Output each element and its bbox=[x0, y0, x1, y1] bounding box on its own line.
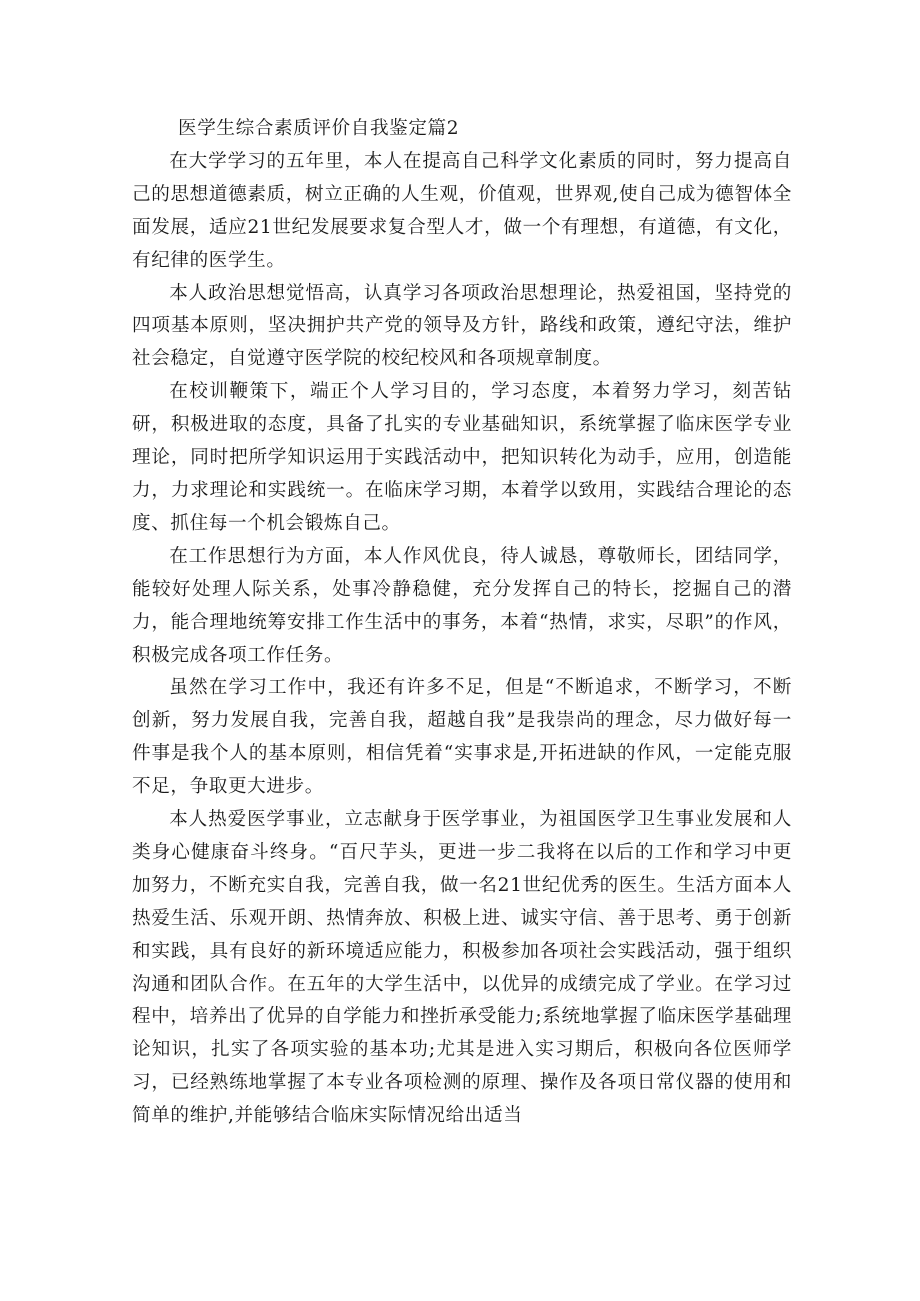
paragraph-political-thought: 本人政治思想觉悟高，认真学习各项政治思想理论，热爱祖国，坚持党的四项基本原则，坚决拥护共产党的领导及方针，路线和政策，遵纪守法，维护社会稳定，自觉遵守医学院的校纪校风和各项规章制度。 bbox=[132, 282, 792, 370]
paragraph-work-conduct: 在工作思想行为方面，本人作风优良，待人诚恳，尊敬师长，团结同学，能较好处理人际关系，处事冷静稳健，充分发挥自己的特长，挖掘自己的潜力，能合理地统筹安排工作生活中的事务，本着“热情，求实，尽职”的作风，积极完成各项工作任务。 bbox=[132, 545, 792, 666]
paragraph-learning-attitude: 在校训鞭策下，端正个人学习目的，学习态度，本着努力学习，刻苦钻研，积极进取的态度，具备了扎实的专业基础知识，系统掌握了临床医学专业理论，同时把所学知识运用于实践活动中，把知识转化为动手，应用，创造能力，力求理论和实践统一。在临床学习期，本着学以致用，实践结合理论的态度、抓住每一个机会锻炼自己。 bbox=[132, 381, 792, 534]
document-body bbox=[132, 113, 792, 1133]
paragraph-study-summary: 在大学学习的五年里，本人在提高自己科学文化素质的同时，努力提高自己的思想道德素质，树立正确的人生观，价值观，世界观,使自己成为德智体全面发展，适应21世纪发展要求复合型人才，做一个有理想，有道德，有文化，有纪律的医学生。 bbox=[132, 150, 792, 271]
paragraph-shortcomings: 虽然在学习工作中，我还有许多不足，但是“不断追求，不断学习，不断创新，努力发展自我，完善自我，超越自我”是我崇尚的理念，尽力做好每一件事是我个人的基本原则，相信凭着“实事求是,开拓进缺的作风，一定能克服不足，争取更大进步。 bbox=[132, 677, 792, 798]
document-title: 医学生综合素质评价自我鉴定篇2 bbox=[178, 118, 460, 139]
paragraph-career-life: 本人热爱医学事业，立志献身于医学事业，为祖国医学卫生事业发展和人类身心健康奋斗终身。“百尺芋头，更进一步二我将在以后的工作和学习中更加努力，不断充实自我，完善自我，做一名21世纪优秀的医生。生活方面本人热爱生活、乐观开朗、热情奔放、积极上进、诚实守信、善于思考、勇于创新和实践，具有良好的新环境适应能力，积极参加各项社会实践活动，强于组织沟通和团队合作。在五年的大学生活中，以优异的成绩完成了学业。在学习过程中，培养出了优异的自学能力和挫折承受能力;系统地掌握了临床医学基础理论知识，扎实了各项实验的基本功;尤其是进入实习期后，积极向各位医师学习，已经熟练地掌握了本专业各项检测的原理、操作及各项日常仪器的使用和简单的维护,并能够结合临床实际情况给出适当 bbox=[132, 809, 792, 1127]
